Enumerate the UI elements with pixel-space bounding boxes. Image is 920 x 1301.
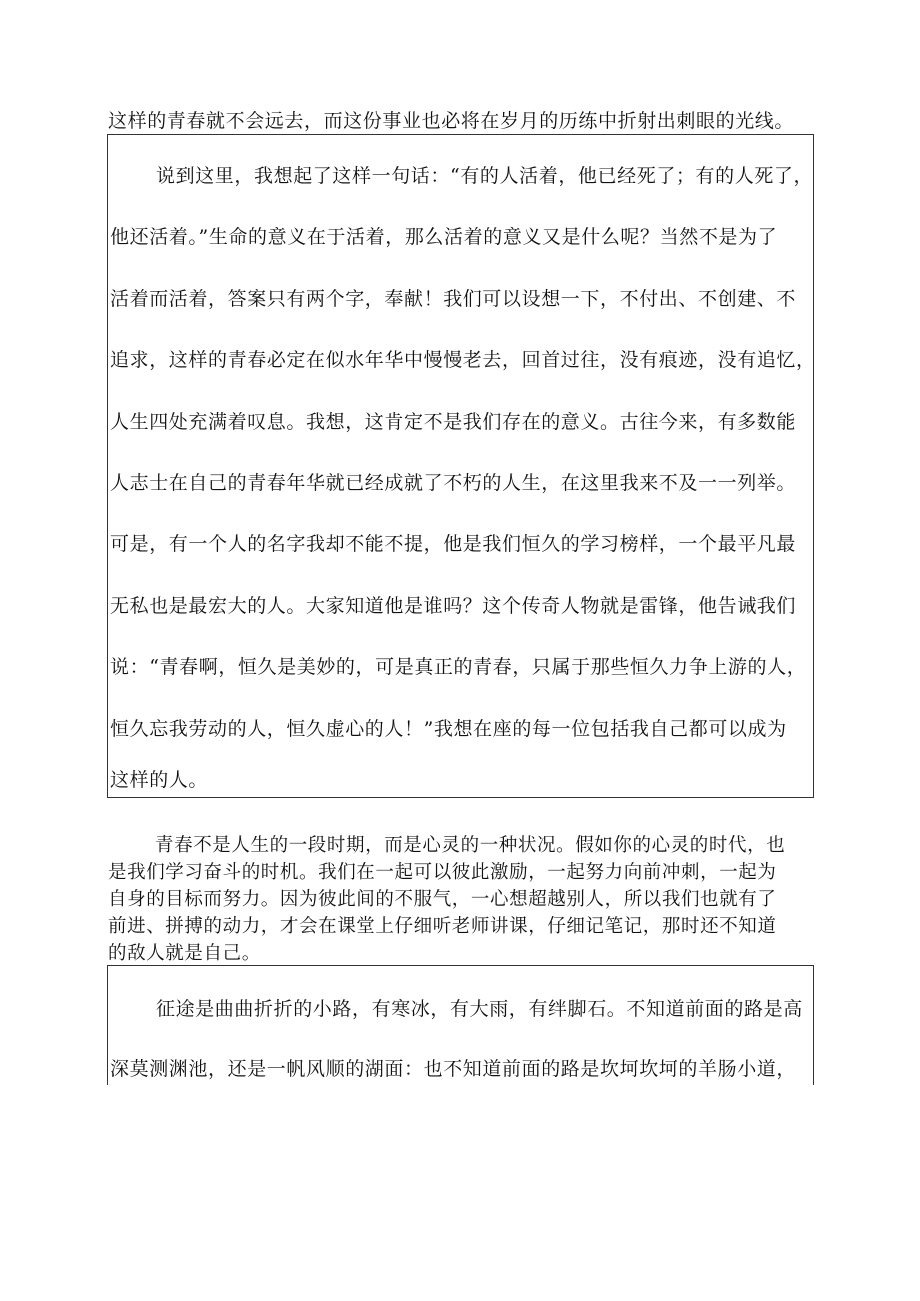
box1-line: 无私也是最宏大的人。大家知道他是谁吗？这个传奇人物就是雷锋，他告诫我们 bbox=[110, 595, 797, 617]
box1-line: 人生四处充满着叹息。我想，这肯定不是我们存在的意义。古往今来，有多数能 bbox=[110, 411, 797, 433]
para2-line: 前进、拼搏的动力，才会在课堂上仔细听老师讲课，仔细记笔记，那时还不知道 bbox=[108, 916, 777, 937]
bordered-paragraph-box-1 bbox=[107, 134, 814, 798]
box1-line: 他还活着。”生命的意义在于活着，那么活着的意义又是什么呢？当然不是为了 bbox=[110, 226, 778, 248]
para2-line: 的敌人就是自己。 bbox=[108, 943, 261, 964]
box1-line: 追求，这样的青春必定在似水年华中慢慢老去，回首过往，没有痕迹，没有追忆， bbox=[110, 349, 816, 371]
para2-line: 自身的目标而努力。因为彼此间的不服气，一心想超越别人，所以我们也就有了 bbox=[108, 889, 777, 910]
box1-line: 活着而活着，答案只有两个字，奉献！我们可以设想一下，不付出、不创建、不 bbox=[110, 288, 797, 310]
box1-line: 说：“青春啊，恒久是美妙的，可是真正的青春，只属于那些恒久力争上游的人， bbox=[110, 656, 807, 678]
box2-line: 征途是曲曲折折的小路，有寒冰，有大雨，有绊脚石。不知道前面的路是高 bbox=[156, 998, 803, 1020]
top-text-line: 这样的青春就不会远去，而这份事业也必将在岁月的历练中折射出刺眼的光线。 bbox=[108, 110, 795, 132]
box1-line: 可是，有一个人的名字我却不能不提，他是我们恒久的学习榜样，一个最平凡最 bbox=[110, 533, 797, 555]
box1-line: 人志士在自己的青春年华就已经成就了不朽的人生，在这里我来不及一一列举。 bbox=[110, 472, 797, 494]
box1-line: 恒久忘我劳动的人，恒久虚心的人！”我想在座的每一位包括我自己都可以成为 bbox=[110, 718, 787, 740]
para2-line: 是我们学习奋斗的时机。我们在一起可以彼此激励，一起努力向前冲刺，一起为 bbox=[108, 862, 777, 883]
para2-line: 青春不是人生的一段时期，而是心灵的一种状况。假如你的心灵的时代，也 bbox=[155, 835, 786, 856]
box2-line: 深莫测渊池，还是一帆风顺的湖面：也不知道前面的路是坎坷坎坷的羊肠小道， bbox=[110, 1058, 797, 1080]
box1-line: 这样的人。 bbox=[110, 769, 209, 791]
bordered-paragraph-box-2 bbox=[107, 965, 814, 1085]
box1-line: 说到这里，我想起了这样一句话：“有的人活着，他已经死了；有的人死了， bbox=[156, 165, 814, 187]
